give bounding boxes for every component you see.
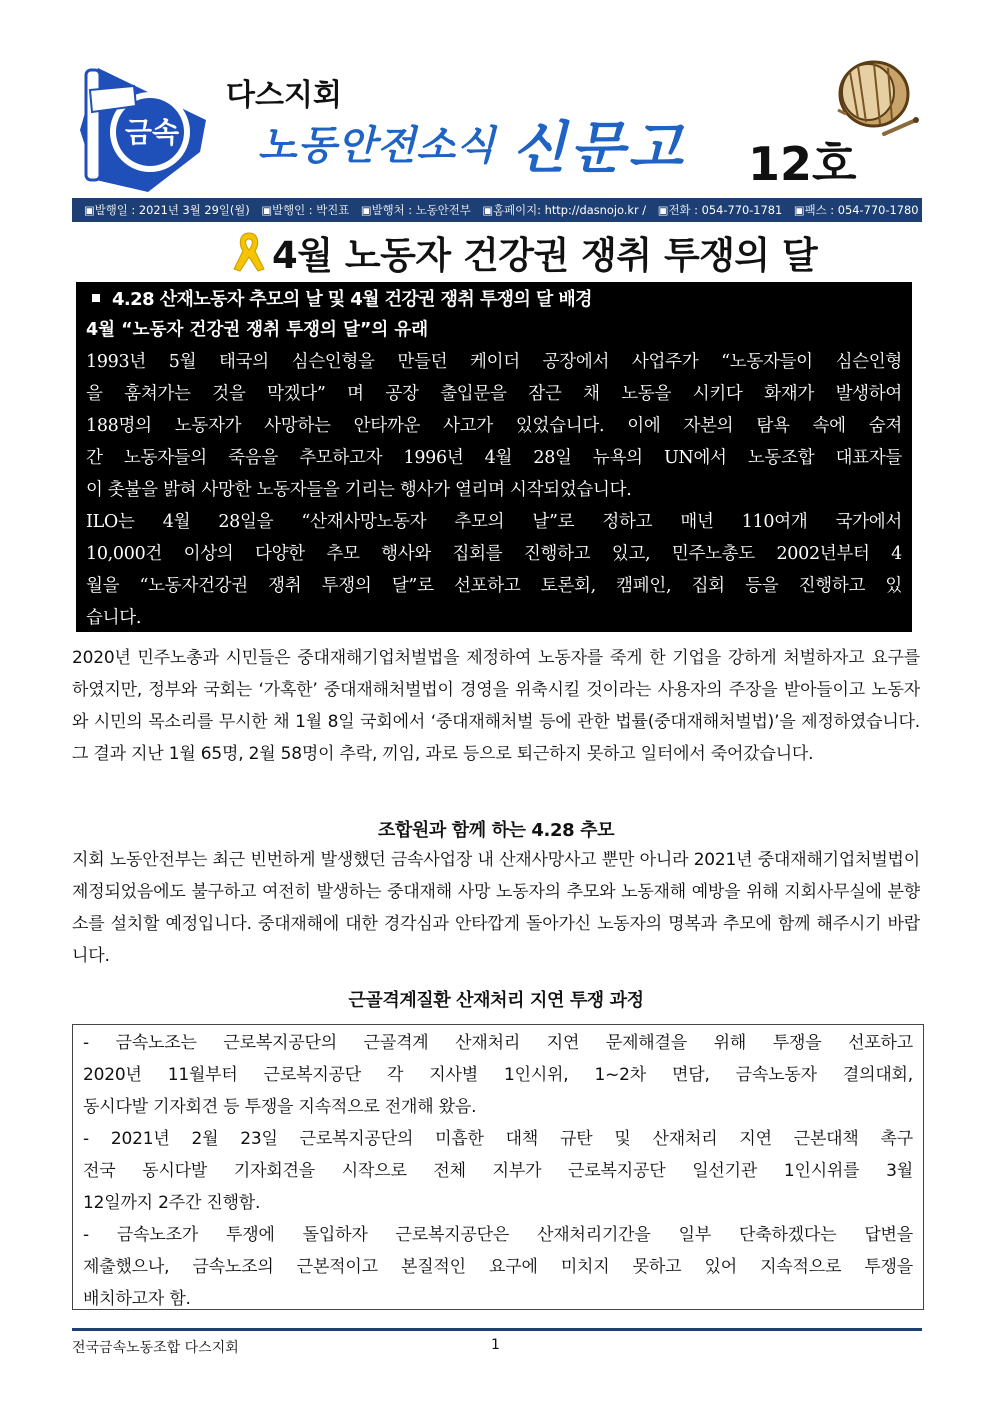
pub-homepage[interactable]: ▣홈페이지: http://dasnojo.kr / bbox=[482, 203, 647, 217]
union-logo bbox=[78, 60, 216, 198]
section-title-memorial: 조합원과 함께 하는 4.28 추모 bbox=[377, 820, 615, 841]
box-item-line: 2020년 11월부터 근로복지공단 각 지사별 1인시위, 1~2차 면담, 금속노동자 결의대회, bbox=[83, 1065, 913, 1085]
footer-divider bbox=[72, 1328, 922, 1331]
box-line: 이 촛불을 밝혀 사망한 노동자들을 기리는 행사가 열리며 시작되었습니다. bbox=[86, 480, 632, 500]
paragraph-memorial: 지회 노동안전부는 최근 빈번하게 발생했던 금속사업장 내 산재사망사고 뿐만 아니라 2021년 중대재해기업처벌법이 제정되었음에도 불구하고 여전히 발생하는 중대재해 사망 노동자의 추모와 노동재해 예방을 위해 지회사무실에 분향소를 설치할 예정입니다. 중대재해에 대한 경각심과 안타깝게 돌아가신 노동자의 명복과 추모에 함께 해주시기 바랍니다. bbox=[72, 850, 920, 966]
box-line: 10,000건 이상의 다양한 추모 행사와 집회를 진행하고 있고, 민주노총도 2002년부터 4 bbox=[86, 544, 902, 564]
box-line: ILO는 4월 28일을 “산재사망노동자 추모의 날”로 정하고 매년 110여개 국가에서 bbox=[86, 512, 902, 532]
headline-text: 4월 노동자 건강권 쟁취 투쟁의 달 bbox=[272, 234, 818, 277]
pub-publisher: ▣발행인 : 박진표 bbox=[261, 203, 350, 217]
box-line: 월을 “노동자건강권 쟁취 투쟁의 달”로 선포하고 토론회, 캠페인, 집회 등을 진행하고 있 bbox=[86, 576, 902, 596]
branch-name: 다스지회 bbox=[226, 78, 342, 113]
publication-info-bar bbox=[72, 198, 922, 222]
struggle-process-box bbox=[72, 1024, 924, 1310]
footer-organization: 전국금속노동조합 다스지회 bbox=[72, 1340, 239, 1356]
square-bullet-icon bbox=[92, 294, 100, 302]
box-item-line: 제출했으나, 금속노조의 근본적이고 본질적인 요구에 미치지 못하고 있어 지속적으로 투쟁을 bbox=[83, 1257, 913, 1277]
box-heading bbox=[86, 286, 902, 314]
box-item-line: - 2021년 2월 23일 근로복지공단의 미흡한 대책 규탄 및 산재처리 지연 근본대책 촉구 bbox=[83, 1129, 913, 1149]
newsletter-title: 신문고 bbox=[512, 116, 687, 181]
issue-number: 12호 bbox=[748, 137, 857, 191]
newsletter-subtitle: 노동안전소식 bbox=[258, 123, 496, 169]
box-item-line: - 금속노조는 근로복지공단의 근골격계 산재처리 지연 문제해결을 위해 투쟁을 선포하고 bbox=[83, 1033, 913, 1053]
box-item-line: - 금속노조가 투쟁에 돌입하자 근로복지공단은 산재처리기간을 일부 단축하겠다는 답변을 bbox=[83, 1225, 913, 1245]
box-line: 습니다. bbox=[86, 608, 142, 628]
box-line: 간 노동자들의 죽음을 추모하고자 1996년 4월 28일 뉴욕의 UN에서 노동조합 대표자들 bbox=[86, 448, 902, 468]
page-headline bbox=[230, 226, 817, 278]
box-item-line: 전국 동시다발 기자회견을 시작으로 전체 지부가 근로복지공단 일선기관 1인시위를 3월 bbox=[83, 1161, 913, 1181]
box-item-line: 배치하고자 함. bbox=[83, 1289, 191, 1309]
yellow-ribbon-icon bbox=[230, 229, 268, 275]
page-number: 1 bbox=[491, 1337, 500, 1353]
box-line: 188명의 노동자가 사망하는 안타까운 사고가 있었습니다. 이에 자본의 탐욕 속에 숨져 bbox=[86, 416, 902, 436]
box-subheading: 4월 “노동자 건강권 쟁취 투쟁의 달”의 유래 bbox=[86, 320, 429, 340]
pub-fax: ▣팩스 : 054-770-1780 bbox=[793, 203, 919, 217]
drum-icon bbox=[828, 48, 920, 144]
background-box bbox=[76, 282, 912, 632]
logo-text: 금속 bbox=[124, 116, 180, 149]
section-title-struggle: 근골격계질환 산재처리 지연 투쟁 과정 bbox=[348, 990, 644, 1011]
box-heading-text: 4.28 산재노동자 추모의 날 및 4월 건강권 쟁취 투쟁의 달 배경 bbox=[112, 289, 592, 310]
box-line: 을 훔쳐가는 것을 막겠다” 며 공장 출입문을 잠근 채 노동을 시키다 화재가 발생하여 bbox=[86, 384, 902, 404]
paragraph-law: 2020년 민주노총과 시민들은 중대재해기업처벌법을 제정하여 노동자를 죽게 한 기업을 강하게 처벌하자고 요구를 하였지만, 정부와 국회는 ‘가혹한’ 중대재해처벌법이 경영을 위축시킬 것이라는 사용자의 주장을 받아들이고 노동자와 시민의 목소리를 무시한 채 1월 8일 국회에서 ‘중대재해처벌 등에 관한 법률(중대재해처벌법)’을 제정하였습니다. 그 결과 지난 1월 65명, 2월 58명이 추락, 끼임, 과로 등으로 퇴근하지 못하고 일터에서 죽어갔습니다. bbox=[72, 648, 920, 764]
box-item-line: 12일까지 2주간 진행함. bbox=[83, 1193, 261, 1213]
pub-phone: ▣전화 : 054-770-1781 bbox=[657, 203, 783, 217]
box-item-line: 동시다발 기자회견 등 투쟁을 지속적으로 전개해 왔음. bbox=[83, 1097, 477, 1117]
pub-date: ▣발행일 : 2021년 3월 29일(월) bbox=[84, 203, 250, 217]
pub-issuer: ▣발행처 : 노동안전부 bbox=[360, 203, 471, 217]
box-line: 1993년 5월 태국의 심슨인형을 만들던 케이더 공장에서 사업주가 “노동자들이 심슨인형 bbox=[86, 352, 902, 372]
